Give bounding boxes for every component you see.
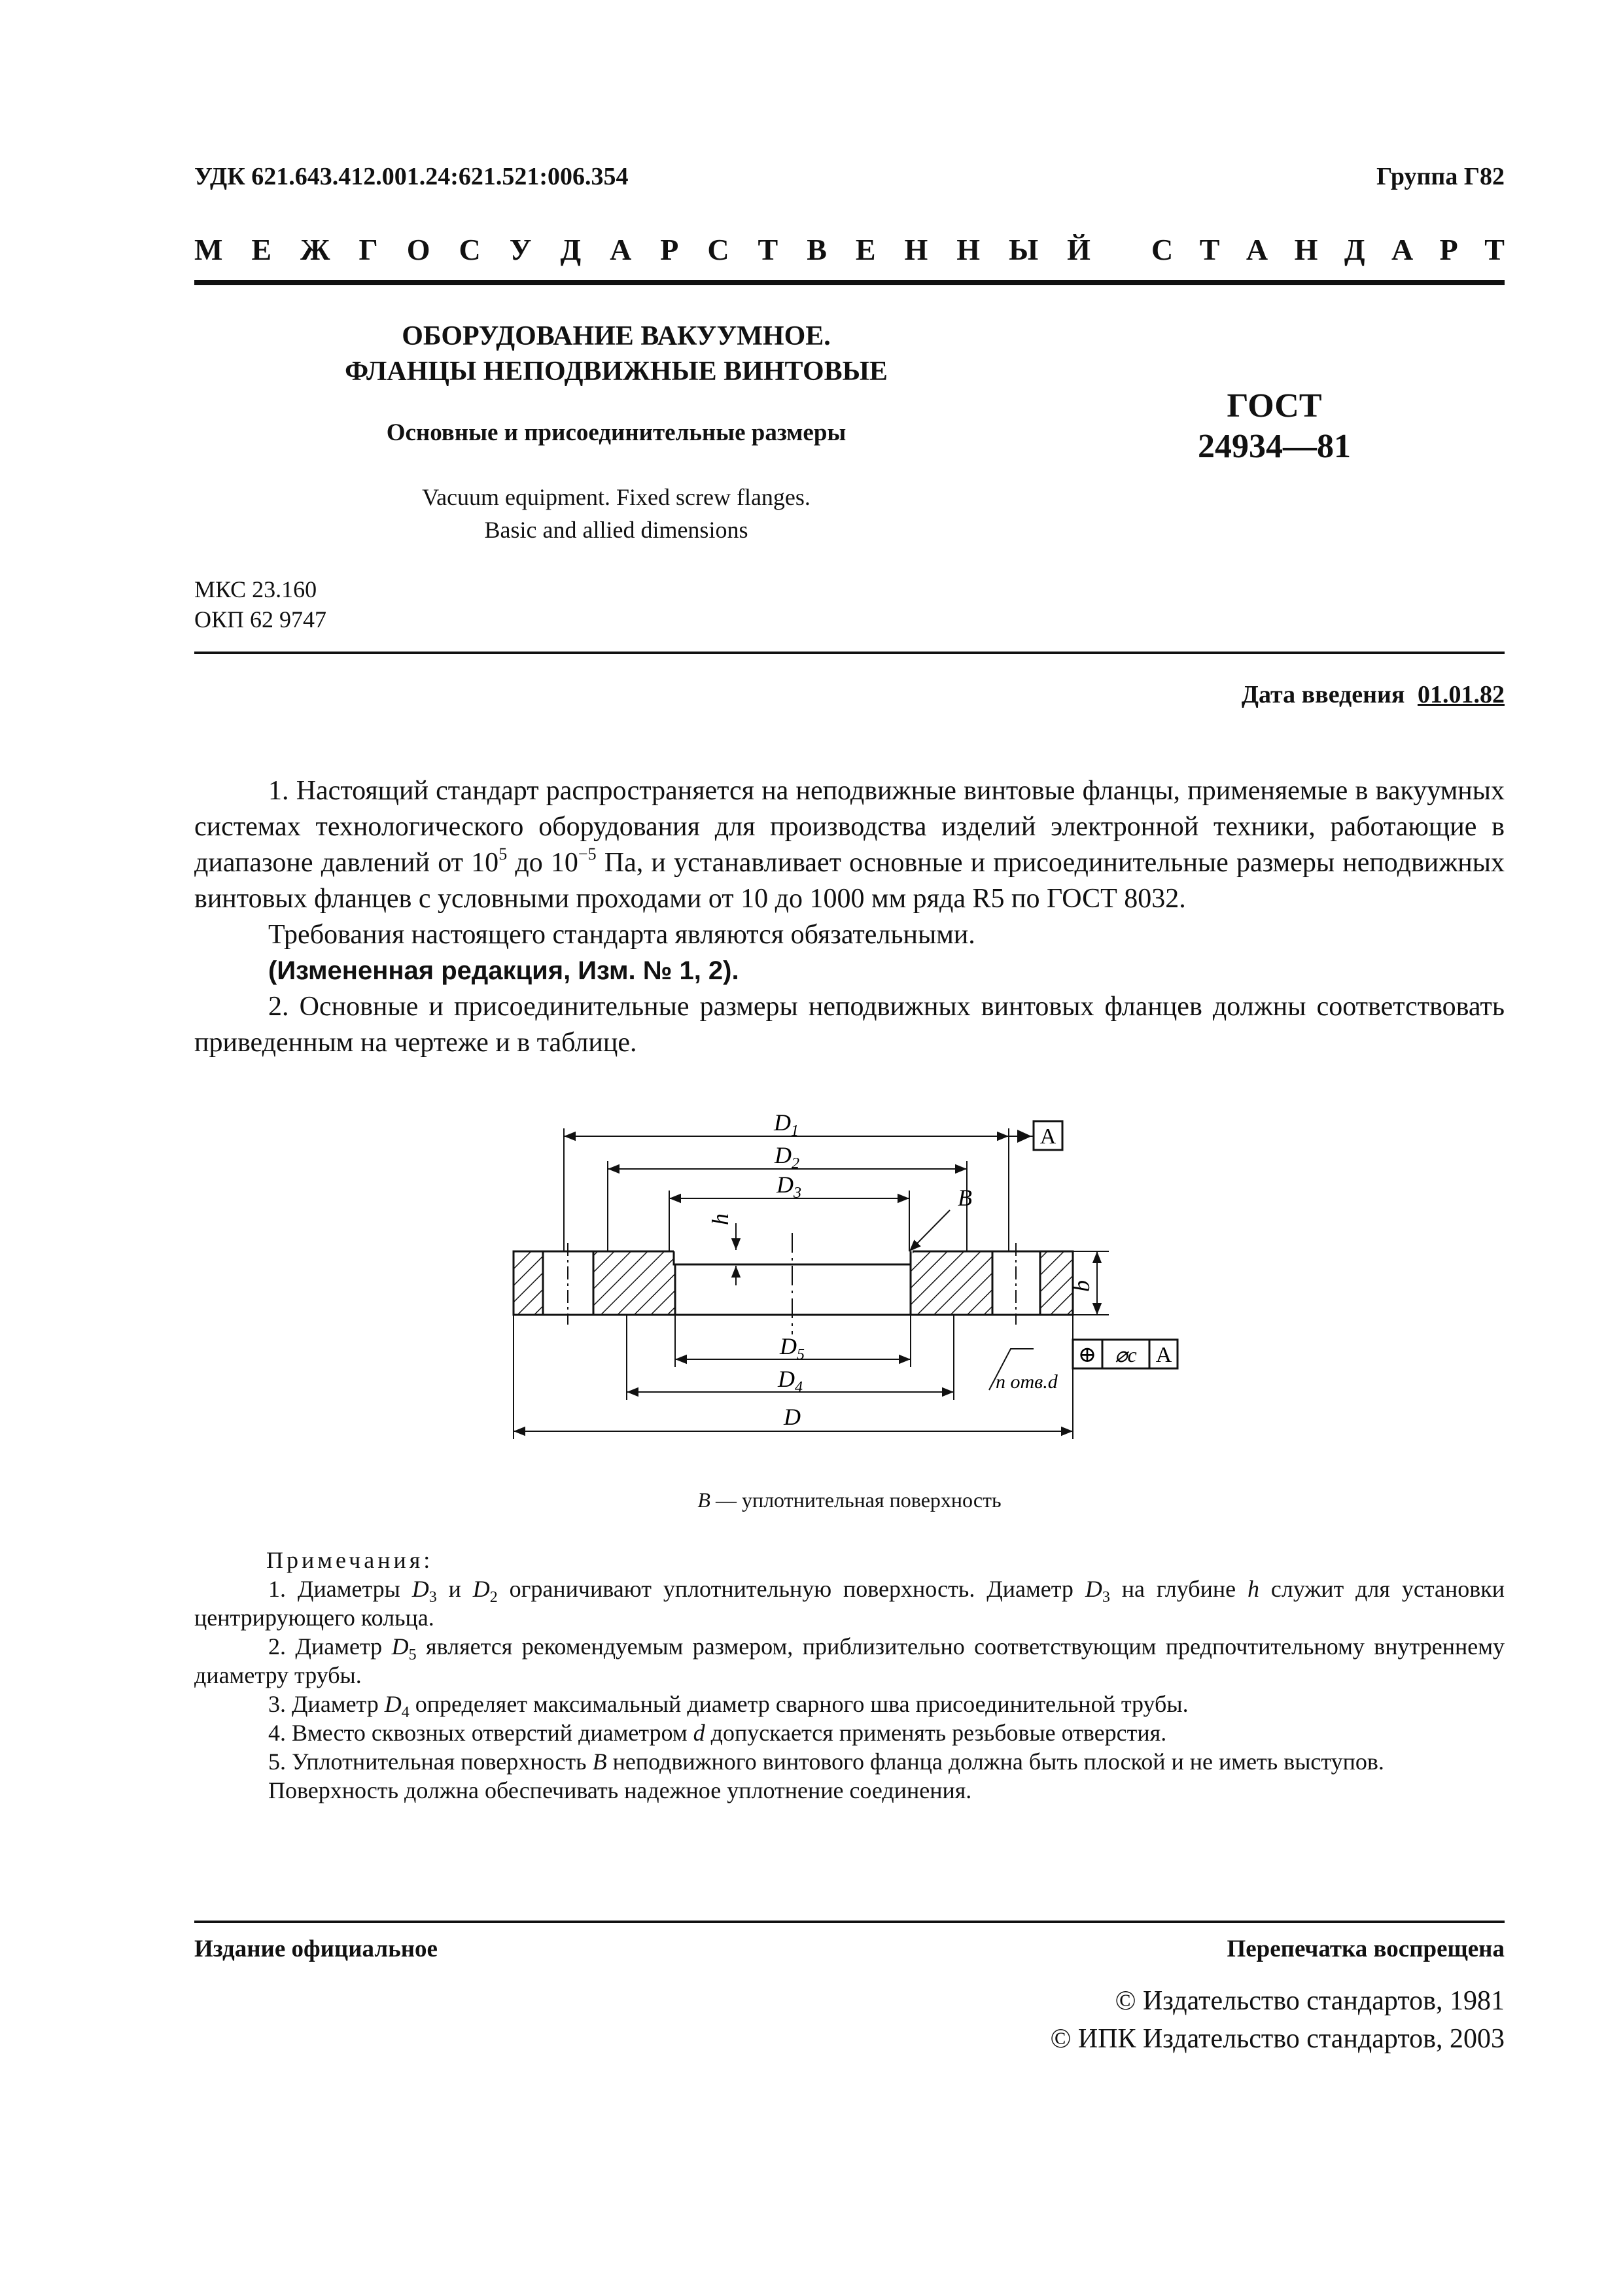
note-1: 1. Диаметры $D_3$ и $D_2$ ограничивают уплотнительную поверхность. Диаметр $D_3$ на глубине h служит для установки центрирующего кольца. — [194, 1576, 1505, 1631]
udk-code: УДК 621.643.412.001.24:621.521:006.354 — [194, 163, 629, 190]
position-tolerance-icon: ⊕ — [1077, 1343, 1097, 1367]
label-b: b — [1068, 1280, 1094, 1292]
banner-letter: С — [1151, 233, 1174, 266]
datum-triangle — [1017, 1130, 1032, 1143]
paragraph-1: 1. Настоящий стандарт распространяется на неподвижные винтовые фланцы, применяемые в вакуумных системах технологического оборудования для производства изделий электронной техники, работающие в диапазоне давлений от $10^5$ до $10^{-5}$ Па, и устанавливает основные и присоединительные размеры неподвижных винтовых фланцев с условными проходами от 10 до 1000 мм ряда R5 по ГОСТ 8032. — [194, 776, 1505, 914]
label-surface-b: B — [958, 1185, 972, 1211]
notes-heading: Примечания: — [266, 1547, 434, 1573]
document-body — [194, 773, 1505, 1061]
banner-letter: Ы — [1009, 233, 1039, 266]
gost-number: 24934—81 — [1198, 428, 1351, 465]
label-d4: $D_4$ — [778, 1366, 803, 1396]
banner-word-interstate — [194, 232, 1091, 267]
introduction-date-value: 01.01.82 — [1418, 681, 1505, 708]
gost-label: ГОСТ — [1227, 387, 1322, 425]
caption-text: — уплотнительная поверхность — [710, 1488, 1002, 1512]
english-title — [194, 481, 1038, 546]
reprint-note: Перепечатка воспрещена — [1227, 1936, 1505, 1962]
banner-letter: Н — [956, 233, 981, 266]
banner-letter: Е — [855, 233, 876, 266]
note-6: Поверхность должна обеспечивать надежное уплотнение соединения. — [268, 1777, 972, 1803]
banner-letter: Д — [560, 233, 582, 266]
label-d2: $D_2$ — [775, 1142, 799, 1172]
header-rule — [194, 280, 1505, 285]
section-right — [911, 1251, 992, 1315]
classification-rule — [194, 652, 1505, 654]
okp-code: ОКП 62 9747 — [194, 606, 327, 633]
banner-letter: С — [459, 233, 481, 266]
banner-letter: Р — [660, 233, 679, 266]
banner-letter: В — [807, 233, 827, 266]
banner-letter: Е — [251, 233, 272, 266]
banner-letter: Н — [1294, 233, 1318, 266]
footer-rule — [194, 1921, 1505, 1923]
banner-letter: Т — [758, 233, 778, 266]
english-title-line-2: Basic and allied dimensions — [484, 517, 748, 543]
surface-b-leader — [909, 1210, 950, 1251]
note-2: 2. Диаметр $D_5$ является рекомендуемым размером, приблизительно соответствующим предпочтительному внутреннему диаметру трубы. — [194, 1633, 1505, 1688]
banner-letter: Н — [904, 233, 928, 266]
position-tolerance-frame — [1073, 1340, 1178, 1368]
banner-letter: Т — [1199, 233, 1220, 266]
label-d5: $D_5$ — [780, 1333, 805, 1363]
label-d3: $D_3$ — [777, 1172, 801, 1202]
english-title-line-1: Vacuum equipment. Fixed screw flanges. — [422, 484, 811, 510]
datum-label: A — [1039, 1124, 1056, 1149]
copyright-block — [1050, 1982, 1505, 2058]
label-d: D — [784, 1404, 801, 1430]
note-5: 5. Уплотнительная поверхность B неподвижного винтового фланца должна быть плоской и не иметь выступов. — [268, 1748, 1384, 1775]
introduction-date — [1242, 680, 1505, 709]
copyright-1981: © Издательство стандартов, 1981 — [1115, 1986, 1505, 2016]
banner-letter: У — [509, 233, 532, 266]
banner-letter: Т — [1484, 233, 1505, 266]
caption-letter: B — [697, 1488, 710, 1512]
title-line-1: ОБОРУДОВАНИЕ ВАКУУМНОЕ. — [402, 321, 831, 351]
edition-note: Издание официальное — [194, 1936, 438, 1962]
amendment-note: (Измененная редакция, Изм. № 1, 2). — [268, 956, 739, 985]
banner-letter: С — [707, 233, 729, 266]
tolerance-value: ⌀c — [1115, 1343, 1137, 1366]
banner-letter: Ж — [300, 233, 330, 266]
banner-letter: Р — [1439, 233, 1458, 266]
section-left — [593, 1251, 675, 1315]
banner-letter: А — [1246, 233, 1268, 266]
label-holes: n отв.d — [996, 1371, 1058, 1393]
tolerance-datum: A — [1155, 1343, 1172, 1367]
notes-section — [194, 1546, 1505, 1805]
copyright-2003: © ИПК Издательство стандартов, 2003 — [1050, 2024, 1505, 2054]
banner-letter: Д — [1344, 233, 1365, 266]
figure-caption — [194, 1488, 1505, 1512]
paragraph-3: 2. Основные и присоединительные размеры неподвижных винтовых фланцев должны соответствовать приведенным на чертеже и в таблице. — [194, 992, 1505, 1058]
flange-drawing — [497, 1112, 1217, 1478]
banner-letter: Г — [358, 233, 378, 266]
group-code: Группа Г82 — [1376, 163, 1505, 190]
note-4: 4. Вместо сквозных отверстий диаметром d допускается применять резьбовые отверстия. — [268, 1720, 1167, 1746]
classification-codes — [194, 574, 326, 635]
banner-letter: А — [1391, 233, 1414, 266]
banner-letter: А — [610, 233, 632, 266]
paragraph-2: Требования настоящего стандарта являются обязательными. — [268, 920, 975, 950]
dimension-labels — [707, 1112, 1094, 1430]
document-subtitle: Основные и присоединительные размеры — [386, 419, 846, 446]
flange-section — [514, 1233, 1073, 1334]
gost-designation — [1170, 386, 1379, 467]
introduction-date-label: Дата введения — [1241, 681, 1405, 708]
document-title — [194, 319, 1038, 389]
banner-word-standard — [1151, 232, 1505, 267]
label-d1: $D_1$ — [774, 1112, 799, 1139]
mks-code: МКС 23.160 — [194, 576, 317, 602]
label-h: h — [707, 1213, 733, 1225]
banner-letter: Й — [1067, 233, 1091, 266]
title-line-2: ФЛАНЦЫ НЕПОДВИЖНЫЕ ВИНТОВЫЕ — [345, 357, 888, 387]
section-outer-left — [514, 1251, 543, 1315]
note-3: 3. Диаметр $D_4$ определяет максимальный диаметр сварного шва присоединительной трубы. — [268, 1691, 1189, 1721]
banner-letter: М — [194, 233, 223, 266]
banner-letter: О — [406, 233, 430, 266]
